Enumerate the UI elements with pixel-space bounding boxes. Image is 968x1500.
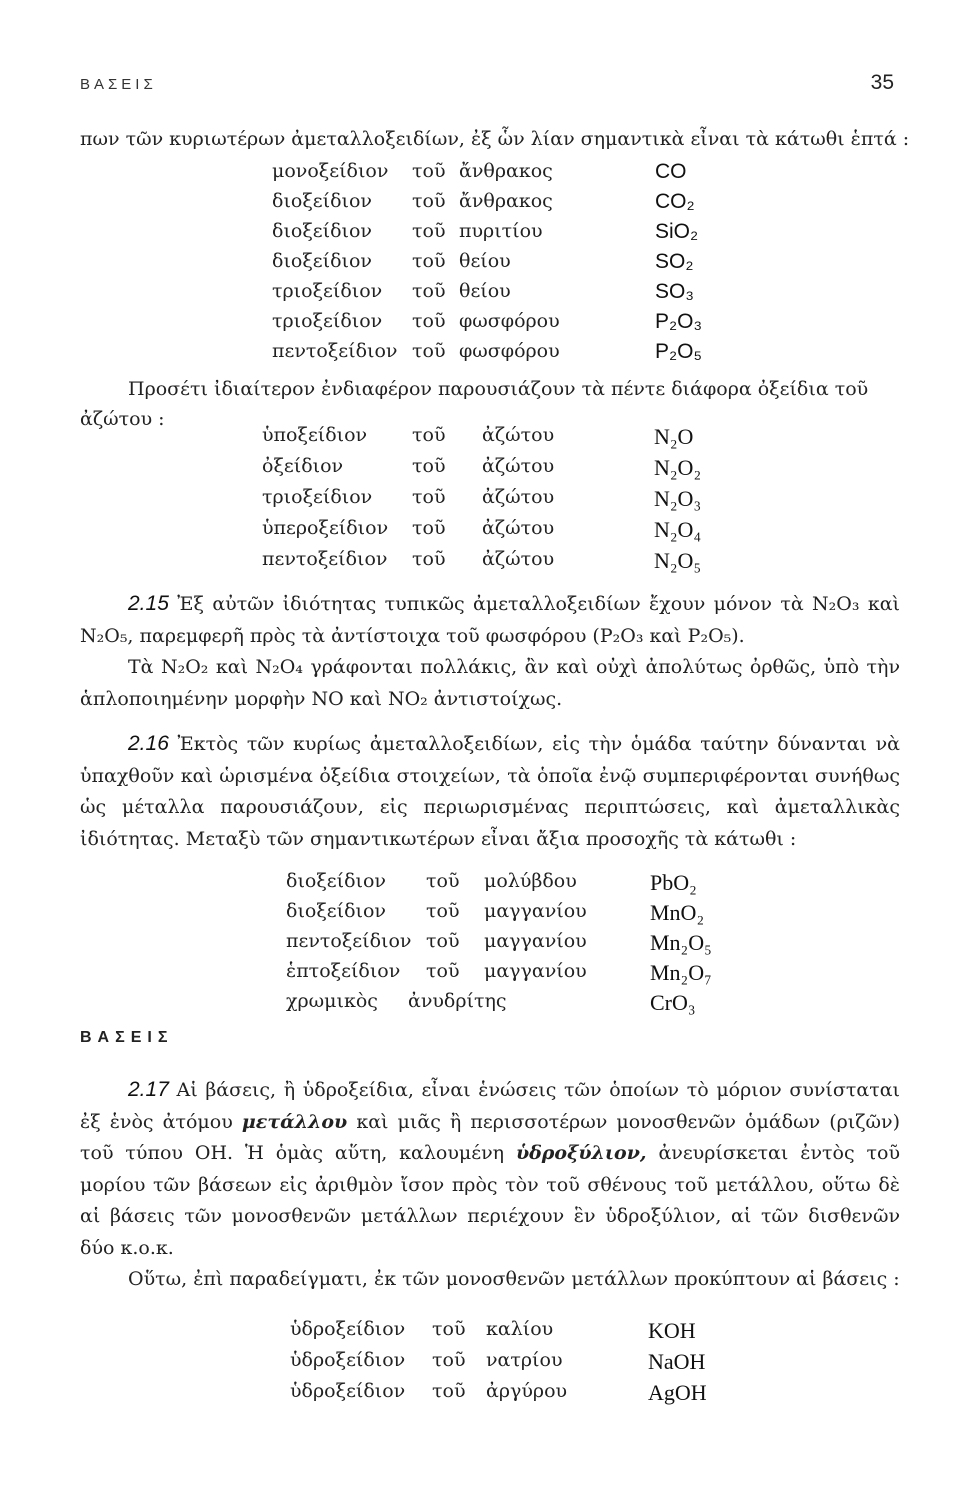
oxide-element: ἀζώτου — [482, 548, 555, 570]
oxide-formula: N₂O₂ — [654, 455, 702, 480]
oxide-element: μολύβδου — [484, 870, 577, 892]
base-formula: NaOH — [648, 1349, 706, 1374]
oxide-formula: MnO₂ — [650, 900, 705, 925]
oxide-name: διοξείδιον — [286, 870, 386, 892]
paragraph-2-17 — [80, 1074, 900, 1296]
oxide-name: πεντοξείδιον — [262, 548, 388, 570]
oxide-name: διοξείδιον — [272, 250, 372, 272]
paragraph-text: Τὰ N₂O₂ καὶ N₂O₄ γράφονται πολλάκις, ἂν καὶ οὐχὶ ἀπολύτως ὀρθῶς, ὑπὸ τὴν ἁπλοποιημένην μορφὴν NO καὶ NO₂ ἀντιστοίχως. — [80, 656, 900, 710]
oxide-name: χρωμικὸς — [286, 990, 378, 1012]
oxide-formula: SO₂ — [655, 250, 694, 273]
oxide-formula: PbO₂ — [650, 870, 697, 895]
nitrogen-intro-line-2: ἀζώτου : — [80, 408, 165, 430]
oxide-element: μαγγανίου — [484, 960, 587, 982]
oxide-element: θείου — [459, 280, 511, 302]
oxide-formula: P₂O₅ — [655, 340, 702, 363]
oxide-element: ἀζώτου — [482, 517, 555, 539]
oxide-name: τριοξείδιον — [262, 486, 373, 508]
oxide-element: μαγγανίου — [484, 930, 587, 952]
oxide-formula: N₂O₃ — [654, 486, 702, 511]
paragraph-text: Οὕτω, ἐπὶ παραδείγματι, ἐκ τῶν μονοσθενῶν μετάλλων προκύπτουν αἱ βάσεις : — [128, 1268, 900, 1290]
oxide-name: ἑπτοξείδιον — [286, 960, 401, 982]
base-name: ὑδροξείδιον — [290, 1380, 406, 1402]
paragraph-text: Αἱ βάσεις, ἢ ὑδροξείδια, εἶναι ἑνώσεις τῶν ὁποίων τὸ μόριον συνίσταται ἐξ ἑνὸς ἀτόμου — [80, 1079, 900, 1133]
oxide-formula: SO₃ — [655, 280, 694, 303]
oxide-prep: τοῦ — [426, 930, 460, 952]
oxide-element: φωσφόρου — [459, 340, 560, 362]
oxide-element: ἄνθρακος — [459, 160, 553, 182]
section-heading: ΒΑΣΕΙΣ — [80, 1029, 174, 1046]
oxide-formula: N₂O₅ — [654, 548, 702, 573]
paragraph-text: ἀνευρίσκεται ἐντὸς τοῦ μορίου τῶν βάσεων εἰς ἀριθμὸν ἴσον πρὸς τὸν τοῦ σθένους τοῦ μετάλλου, οὕτω δὲ αἱ βάσεις τῶν μονοσθενῶν μετάλλων περιέχουν ἓν ὑδροξύλιον, αἱ τῶν δισθενῶν δύο κ.ο.κ. — [80, 1142, 900, 1259]
base-formula: AgOH — [648, 1380, 707, 1405]
oxide-prep: τοῦ — [426, 870, 460, 892]
base-name: ὑδροξείδιον — [290, 1318, 406, 1340]
page-number: 35 — [870, 71, 894, 94]
oxide-element: ἀζώτου — [482, 455, 555, 477]
intro-line: πων τῶν κυριωτέρων ἀμεταλλοξειδίων, ἐξ ὧν λίαν σημαντικὰ εἶναι τὰ κάτωθι ἑπτά : — [80, 128, 910, 150]
oxide-element: φωσφόρου — [459, 310, 560, 332]
oxide-prep: τοῦ — [412, 548, 446, 570]
section-number: 2.15 — [128, 592, 169, 615]
paragraph-text: Ἐξ αὐτῶν ἰδιότητας τυπικῶς ἀμεταλλοξειδίων ἔχουν μόνον τὰ N₂O₃ καὶ N₂O₅, παρεμφερῆ πρὸς τὰ ἀντίστοιχα τοῦ φωσφόρου (P₂O₃ καὶ P₂O₅). — [80, 593, 900, 647]
base-prep: τοῦ — [432, 1318, 466, 1340]
oxide-element: θείου — [459, 250, 511, 272]
base-prep: τοῦ — [432, 1380, 466, 1402]
oxide-prep: τοῦ — [412, 250, 446, 272]
paragraph-text: Ἐκτὸς τῶν κυρίως ἀμεταλλοξειδίων, εἰς τὴν ὁμάδα ταύτην δύνανται νὰ ὑπαχθοῦν καὶ ὡρισμένα ὀξείδια στοιχείων, τὰ ὁποῖα ἐνῷ συμπεριφέρονται συνήθως ὡς μέταλλα παρουσιάζουν, εἰς περιωρισμένας περιπτώσεις, καὶ ἀμεταλλικὰς ἰδιότητας. Μεταξὺ τῶν σημαντικωτέρων εἶναι ἄξια προσοχῆς τὰ κάτωθι : — [80, 733, 900, 850]
oxide-formula: CO₂ — [655, 190, 695, 213]
base-prep: τοῦ — [432, 1349, 466, 1371]
oxide-formula: CO — [655, 160, 687, 183]
oxide-prep: τοῦ — [412, 160, 446, 182]
base-element: ἀργύρου — [486, 1380, 568, 1402]
oxide-formula: CrO₃ — [650, 990, 696, 1015]
oxide-prep: τοῦ — [412, 340, 446, 362]
base-element: νατρίου — [486, 1349, 563, 1371]
oxide-prep: τοῦ — [426, 900, 460, 922]
oxide-name: πεντοξείδιον — [272, 340, 398, 362]
oxide-prep: τοῦ — [412, 220, 446, 242]
section-number: 2.16 — [128, 732, 169, 755]
oxide-element: ἀζώτου — [482, 424, 555, 446]
oxide-prep: τοῦ — [412, 517, 446, 539]
running-header: ΒΑΣΕΙΣ — [80, 76, 157, 93]
oxide-prep: τοῦ — [412, 424, 446, 446]
oxide-formula: SiO₂ — [655, 220, 699, 243]
base-formula: KOH — [648, 1318, 696, 1343]
oxide-formula: Mn₂O₇ — [650, 960, 712, 985]
oxide-formula: P₂O₃ — [655, 310, 703, 333]
paragraph-2-15 — [80, 588, 900, 715]
oxide-formula: N₂O₄ — [654, 517, 702, 542]
base-name: ὑδροξείδιον — [290, 1349, 406, 1371]
nitrogen-intro-line-1: Προσέτι ἰδιαίτερον ἐνδιαφέρον παρουσιάζουν τὰ πέντε διάφορα ὀξείδια τοῦ — [128, 378, 869, 400]
section-number: 2.17 — [128, 1078, 169, 1101]
oxide-name: διοξείδιον — [286, 900, 386, 922]
oxide-element: ἄνθρακος — [459, 190, 553, 212]
oxide-element: πυριτίου — [459, 220, 543, 242]
oxide-prep: τοῦ — [412, 310, 446, 332]
oxide-name: πεντοξείδιον — [286, 930, 412, 952]
emphasized-term: μετάλλου — [241, 1110, 348, 1133]
oxide-name: τριοξείδιον — [272, 280, 383, 302]
paragraph-2-16 — [80, 728, 900, 855]
oxide-formula: Mn₂O₅ — [650, 930, 712, 955]
oxide-name: διοξείδιον — [272, 220, 372, 242]
base-element: καλίου — [486, 1318, 554, 1340]
oxide-prep: τοῦ — [412, 486, 446, 508]
oxide-name: ὑπεροξείδιον — [262, 517, 389, 539]
oxide-prep: τοῦ — [412, 190, 446, 212]
emphasized-term: ὑδροξύλιον, — [515, 1142, 647, 1164]
oxide-name: μονοξείδιον — [272, 160, 389, 182]
paragraph-text: καὶ μιᾶς ἢ περισσοτέρων μονοσθενῶν ὁμάδων (ριζῶν) τοῦ τύπου OH. Ἡ ὁμὰς αὕτη, καλουμένη — [80, 1110, 901, 1164]
oxide-prep: τοῦ — [412, 455, 446, 477]
oxide-name: ὀξείδιον — [262, 455, 344, 477]
oxide-element: μαγγανίου — [484, 900, 587, 922]
oxide-formula: N₂O — [654, 424, 694, 449]
oxide-prep: τοῦ — [412, 280, 446, 302]
oxide-prep: ἀνυδρίτης — [408, 990, 507, 1012]
oxide-element: ἀζώτου — [482, 486, 555, 508]
oxide-name: τριοξείδιον — [272, 310, 383, 332]
oxide-name: ὑποξείδιον — [262, 424, 368, 446]
oxide-name: διοξείδιον — [272, 190, 372, 212]
oxide-prep: τοῦ — [426, 960, 460, 982]
